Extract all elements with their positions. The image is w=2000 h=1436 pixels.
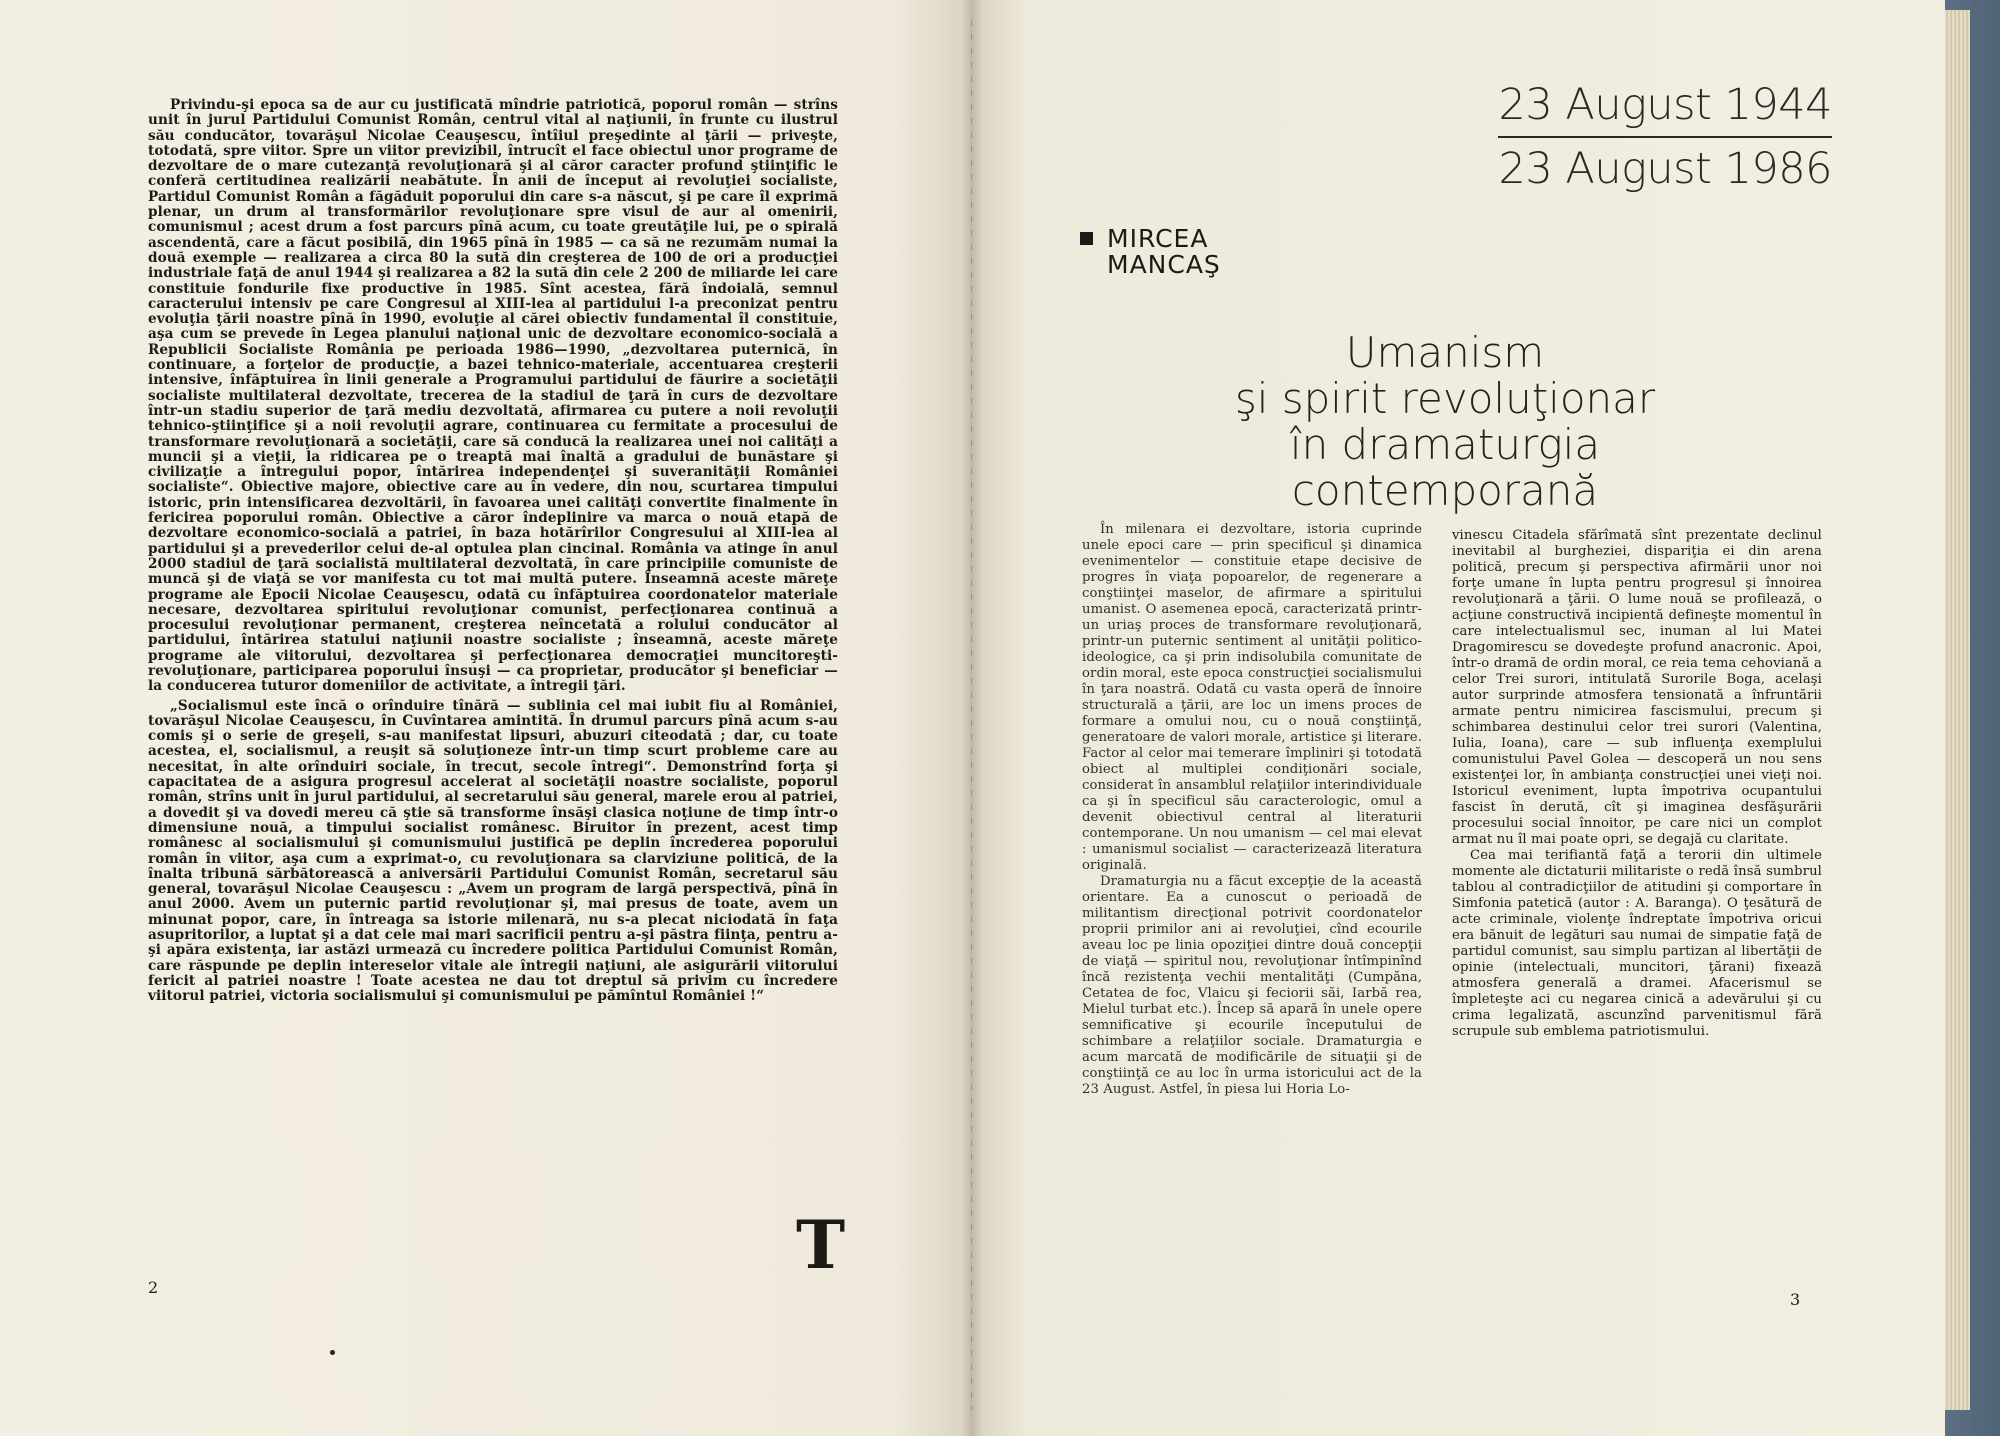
left-page-body [148,98,838,1005]
col2-paragraph-1: vinescu Citadela sfărîmată sînt prezentate declinul inevitabil al burgheziei, dispariţia ei din arena politică, precum şi perspectiva afirmării unor noi forţe umane în lupta pentru progresul şi înnoirea revoluţionară a ţării. O lume nouă se profilează, o acţiune constructivă incipientă defineşte momentul în care intelectualismul sec, inuman al lui Matei Dragomirescu se dovedeşte profund anacronic. Apoi, într-o dramă de ordin moral, ce reia tema cehoviană a celor Trei surori, intitulată Surorile Boga, acelaşi autor surprinde atmosfera tensionată a înfruntării armate pentru nimicirea fascismului, precum şi schimbarea destinului celor trei surori (Valentina, Iulia, Ioana), care — sub influenţa exemplului comunistului Pavel Golea — descoperă un nou sens existenţei lor, în ambianţa construcţiei unei vieţi noi. Istoricul eveniment, lupta împotriva ocupantului fascist în derută, cît şi imaginea desfăşurării procesului social înnoitor, pe care nici un complot armat nu îl mai poate opri, se degajă cu claritate. [1452,528,1822,847]
col2-paragraph-2: Cea mai terifiantă faţă a terorii din ultimele momente ale dictaturii militariste o redă însă sumbrul tablou al contradicţiilor de atitudini şi comportare în Simfonia patetică (autor : A. Baranga). O ţesătură de acte criminale, violenţe îndreptate împotriva oricui era bănuit de legături sau numai de simpatie faţă de partidul comunist, sau simplu partizan al libertăţii de opinie (intelectuali, muncitori, ţărani) fixează atmosfera generală a dramei. Afacerismul se împleteşte aci cu negarea cinică a adevărului şi cu crima legalizată, ascunzînd parvenitismul fără scrupule sub emblema patriotismului. [1452,848,1822,1039]
binding-stitching [971,20,972,1410]
article-column-1 [1082,522,1422,1098]
author-last-name: MANCAŞ [1107,250,1221,279]
title-line-3: în dramaturgia contemporană [1289,420,1601,515]
date-heading [1498,80,1832,194]
page-number-right: 3 [1790,1290,1801,1309]
book-gutter [962,0,982,1436]
square-bullet-icon [1080,232,1093,245]
page-number-left: 2 [148,1278,159,1297]
left-page [0,0,970,1436]
article-column-2 [1452,528,1822,1040]
left-paragraph-1: Privindu-şi epoca sa de aur cu justificată mîndrie patriotică, poporul român — strîns unit în jurul Partidului Comunist Român, centrul vital al naţiunii, în frunte cu ilustrul său conducător, tovarăşul Nicolae Ceauşescu, întîiul preşedinte al ţării — priveşte, totodată, spre viitor. Spre un viitor previzibil, întrucît el face obiectul unor programe de dezvoltare de o mare cutezanţă revoluţionară şi al căror caracter profund ştiinţific le conferă certitudinea realizării neabătute. În anii de început ai revoluţiei socialiste, Partidul Comunist Român a făgăduit poporului din care s-a născut, şi pe care îl exprimă plenar, un drum al transformărilor revoluţionare spre visul de aur al omenirii, comunismul ; acest drum a fost parcurs pînă acum, cu toate greutăţile lui, pe o spirală ascendentă, care a făcut posibilă, din 1965 pînă în 1985 — ca să ne rezumăm numai la două exemple — realizarea a circa 80 la sută din creşterea de 100 de ori a producţiei industriale faţă de anul 1944 şi realizarea a 82 la sută din cele 2 200 de miliarde lei care constituie fondurile fixe productive în 1985. Sînt acestea, fără îndoială, semnul caracterului intensiv pe care Congresul al XIII-lea al partidului l-a preconizat pentru evoluţia ţării noastre pînă în 1990, evoluţie al cărei obiectiv fundamental îl constituie, aşa cum se prevede în Legea planului naţional unic de dezvoltare economico-socială a Republicii Socialiste România pe perioada 1986—1990, „dezvoltarea puternică, în continuare, a forţelor de producţie, a bazei tehnico-materiale, accentuarea creşterii intensive, înfăptuirea în linii generale a Programului partidului de făurire a societăţii socialiste multilateral dezvoltate, trecerea de la stadiul de ţară în curs de dezvoltare într-un stadiu superior de ţară mediu dezvoltată, afirmarea cu putere a noii revoluţii tehnico-ştiinţifice şi a noii revoluţii agrare, continuarea cu fermitate a procesului de transformare revoluţionară a societăţii, care să conducă la realizarea unei noi calităţi a muncii şi a vieţii, la ridicarea pe o treaptă mai înaltă a gradului de bunăstare şi civilizaţie a întregului popor, întărirea independenţei şi suveranităţii României socialiste“. Obiective majore, obiective care au în vedere, din nou, scurtarea timpului istoric, prin intensificarea dezvoltării, în favoarea unei calităţi convertite finalmente în fericirea poporului român. Obiective a căror îndeplinire va marca o nouă etapă de dezvoltare economico-socială a patriei, în baza hotărîrilor Congresului al XIII-lea al partidului şi a prevederilor celui de-al optulea plan cincinal. România va atinge în anul 2000 stadiul de ţară socialistă multilateral dezvoltată, în care principiile comuniste de muncă şi de viaţă se vor manifesta cu tot mai multă putere. Înseamnă aceste măreţe programe ale Epocii Nicolae Ceauşescu, odată cu înfăptuirea coordonatelor materiale necesare, dezvoltarea spiritului revoluţionar comunist, perfecţionarea continuă a procesului revoluţionar permanent, creşterea neîncetată a rolului conducător al partidului, întărirea statului naţiunii noastre socialiste ; înseamnă, aceste măreţe programe ale viitorului, dezvoltarea şi perfecţionarea democraţiei muncitoreşti-revoluţionare, participarea poporului însuşi — ca proprietar, producător şi beneficiar — la conducerea tuturor domeniilor de activitate, a întregii ţări. [148,97,838,695]
article-title [1140,330,1750,514]
date-1986: 23 August 1986 [1498,144,1832,194]
date-1944: 23 August 1944 [1498,80,1832,138]
col1-paragraph-1: În milenara ei dezvoltare, istoria cuprinde unele epoci care — prin specificul şi dinamica evenimentelor — constituie etape decisive de progres în viaţa popoarelor, de regenerare a conştiinţei maselor, de afirmare a spiritului umanist. O asemenea epocă, caracterizată printr-un uriaş proces de transformare revoluţionară, printr-un puternic sentiment al unităţii politico-ideologice, ca şi prin indisolubila comunitate de ordin moral, este epoca construcţiei socialismului în ţara noastră. Odată cu vasta operă de înnoire structurală a ţării, are loc un imens proces de formare a omului nou, cu o nouă conştiinţă, generatoare de valori morale, artistice şi literare. Factor al celor mai temerare împliniri şi totodată obiect al multiplei condiţionări sociale, considerat în ansamblul relaţiilor interindividuale ca şi în specificul său caracterologic, omul a devenit obiectivul central al literaturii contemporane. Un nou umanism — cel mai elevat : umanismul socialist — caracterizează literatura originală. [1082,522,1422,873]
magazine-logo-t: T [796,1206,846,1284]
ink-dot [330,1350,335,1355]
author-first-name: MIRCEA [1107,224,1209,253]
title-line-1: Umanism [1345,328,1545,377]
title-line-2: şi spirit revoluţionar [1234,374,1656,423]
author-name [1080,226,1221,278]
col1-paragraph-2: Dramaturgia nu a făcut excepţie de la această orientare. Ea a cunoscut o perioadă de militantism direcţional potrivit coordonatelor proprii primilor ani ai revoluţiei, cînd ecourile aveau loc pe linia opoziţiei dintre două concepţii de viaţă — spiritul nou, revoluţionar întîmpinînd încă rezistenţa vechii mentalităţi (Cumpăna, Cetatea de foc, Vlaicu şi feciorii săi, Iarbă rea, Mielul turbat etc.). Încep să apară în unele opere semnificative şi ecourile începutului de schimbare a relaţiilor sociale. Dramaturgia e acum marcată de modificările de situaţii şi de conştiinţă ce au loc în urma istoricului act de la 23 August. Astfel, în piesa lui Horia Lo- [1082,874,1422,1097]
left-paragraph-2: „Socialismul este încă o orînduire tînără — sublinia cel mai iubit fiu al României, tovarăşul Nicolae Ceauşescu, în Cuvîntarea amintită. În drumul parcurs pînă acum s-au comis şi o serie de greşeli, s-au manifestat lipsuri, abuzuri citeodată ; dar, cu toate acestea, el, socialismul, a reuşit să soluţioneze într-un timp scurt probleme care au necesitat, în alte orînduiri sociale, în trecut, secole întregi“. Demonstrînd forţa şi capacitatea de a asigura progresul accelerat al societăţii noastre socialiste, poporul român, strîns unit în jurul partidului, al secretarului său general, marele erou al patriei, a dovedit şi va dovedi mereu că ştie să transforme însăşi clasica noţiune de timp într-o dimensiune nouă, a timpului socialist românesc. Biruitor în prezent, acest timp românesc al socialismului şi comunismului justifică pe deplin încrederea poporului român în viitor, aşa cum a exprimat-o, cu revoluţionara sa clarviziune politică, de la înalta tribună sărbătorească a aniversării Partidului Comunist Român, secretarul său general, tovarăşul Nicolae Ceauşescu : „Avem un program de largă perspectivă, pînă în anul 2000. Avem un puternic partid revoluţionar şi, mai presus de toate, avem un minunat popor, care, în întreaga sa istorie milenară, nu s-a plecat niciodată în faţa asupritorilor, a luptat şi a dat cele mai mari sacrificii pentru a-şi păstra fiinţa, pentru a-şi apăra existenţa, iar astăzi urmează cu încredere politica Partidului Comunist Român, care răspunde pe deplin intereselor vitale ale întregii naţiuni, ale asigurării viitorului fericit al patriei noastre ! Toate acestea ne dau tot dreptul să privim cu încredere viitorul patriei, victoria socialismului şi comunismului pe pămîntul României !“ [148,697,838,1005]
